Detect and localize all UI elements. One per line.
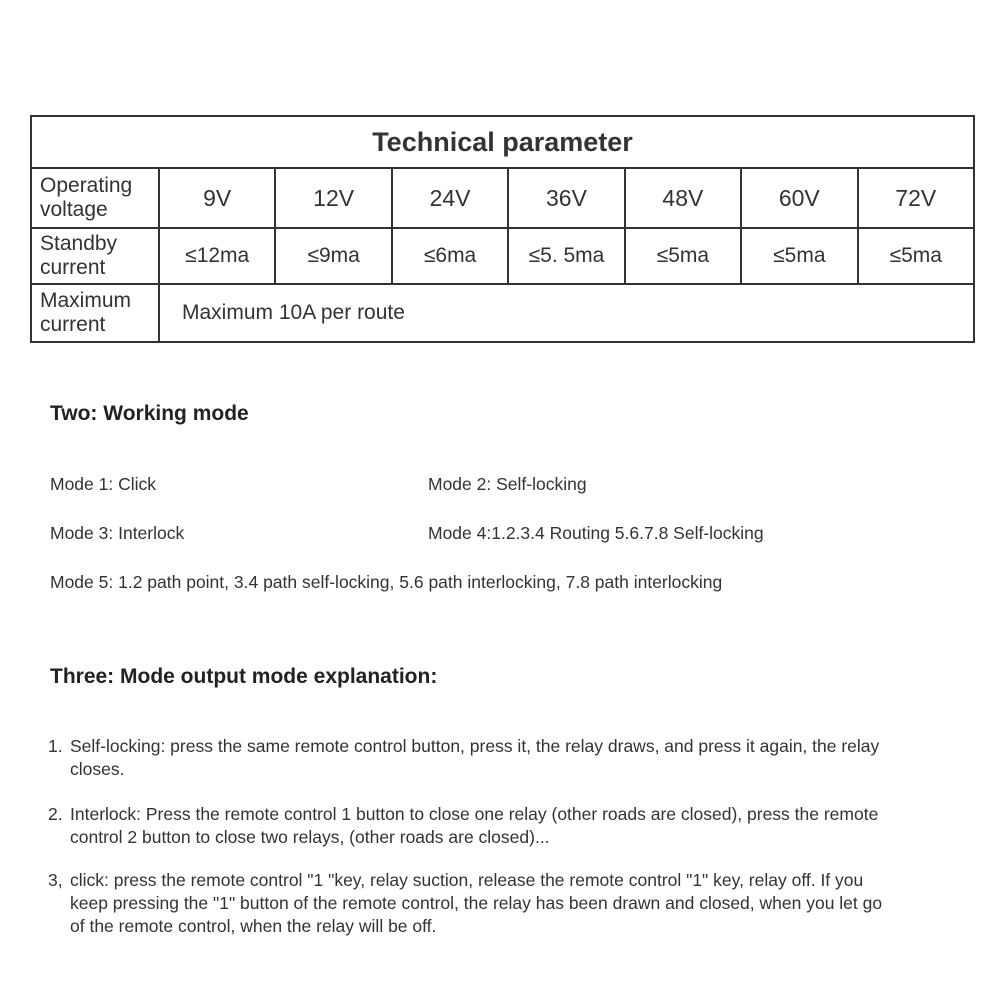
standby-current-label-line1: Standby xyxy=(40,232,118,256)
mode-3-text: Mode 3: Interlock xyxy=(50,523,185,543)
standby-current-cell: ≤9ma xyxy=(275,228,391,284)
mode-2-text: Mode 2: Self-locking xyxy=(428,474,587,494)
item-2-text: Interlock: Press the remote control 1 button to close one relay (other roads are closed), press the remote control 2 button to close two relays, (other roads are closed)... xyxy=(70,804,879,848)
mode-4-text: Mode 4:1.2.3.4 Routing 5.6.7.8 Self-locking xyxy=(428,523,764,543)
maximum-current-label-line2: current xyxy=(40,313,106,336)
mode-output-heading: Three: Mode output mode explanation: xyxy=(50,665,438,688)
item-1-marker: 1. xyxy=(48,736,63,756)
working-mode-heading: Two: Working mode xyxy=(50,402,249,425)
explanation-item-1 xyxy=(48,735,896,781)
item-1-text: Self-locking: press the same remote control button, press it, the relay draws, and press it again, the relay closes. xyxy=(70,736,880,780)
voltage-cell: 9V xyxy=(159,168,275,228)
standby-current-cell: ≤5ma xyxy=(741,228,857,284)
explanation-item-2 xyxy=(48,803,896,849)
maximum-current-value: Maximum 10A per route xyxy=(159,284,974,342)
voltage-cell: 72V xyxy=(858,168,974,228)
voltage-cell: 60V xyxy=(741,168,857,228)
explanation-item-3 xyxy=(48,869,896,938)
item-3-marker: 3, xyxy=(48,870,63,890)
maximum-current-row xyxy=(31,284,974,342)
operating-voltage-label-line2: voltage xyxy=(40,198,108,221)
voltage-cell: 12V xyxy=(275,168,391,228)
standby-current-label-line2: current xyxy=(40,256,106,279)
standby-current-label xyxy=(31,228,159,284)
standby-current-cell: ≤5. 5ma xyxy=(508,228,624,284)
technical-parameter-table xyxy=(30,115,975,343)
mode-5-text: Mode 5: 1.2 path point, 3.4 path self-locking, 5.6 path interlocking, 7.8 path interlocking xyxy=(50,572,723,592)
table-title-row xyxy=(31,116,974,168)
standby-current-cell: ≤6ma xyxy=(392,228,508,284)
operating-voltage-label-line1: Operating xyxy=(40,174,133,198)
standby-current-cell: ≤12ma xyxy=(159,228,275,284)
standby-current-row xyxy=(31,228,974,284)
voltage-cell: 48V xyxy=(625,168,741,228)
table-title: Technical parameter xyxy=(31,116,974,168)
mode-1-text: Mode 1: Click xyxy=(50,474,157,494)
item-3-text: click: press the remote control "1 "key, relay suction, release the remote control "1" key, relay off. If you keep pressing the "1" button of the remote control, the relay has been drawn and closed, when you let go of the remote control, when the relay will be off. xyxy=(70,870,883,937)
voltage-cell: 36V xyxy=(508,168,624,228)
standby-current-cell: ≤5ma xyxy=(625,228,741,284)
item-2-marker: 2. xyxy=(48,804,63,824)
voltage-cell: 24V xyxy=(392,168,508,228)
maximum-current-label-line1: Maximum xyxy=(40,289,132,313)
operating-voltage-label xyxy=(31,168,159,228)
operating-voltage-row xyxy=(31,168,974,228)
maximum-current-label xyxy=(31,284,159,342)
standby-current-cell: ≤5ma xyxy=(858,228,974,284)
